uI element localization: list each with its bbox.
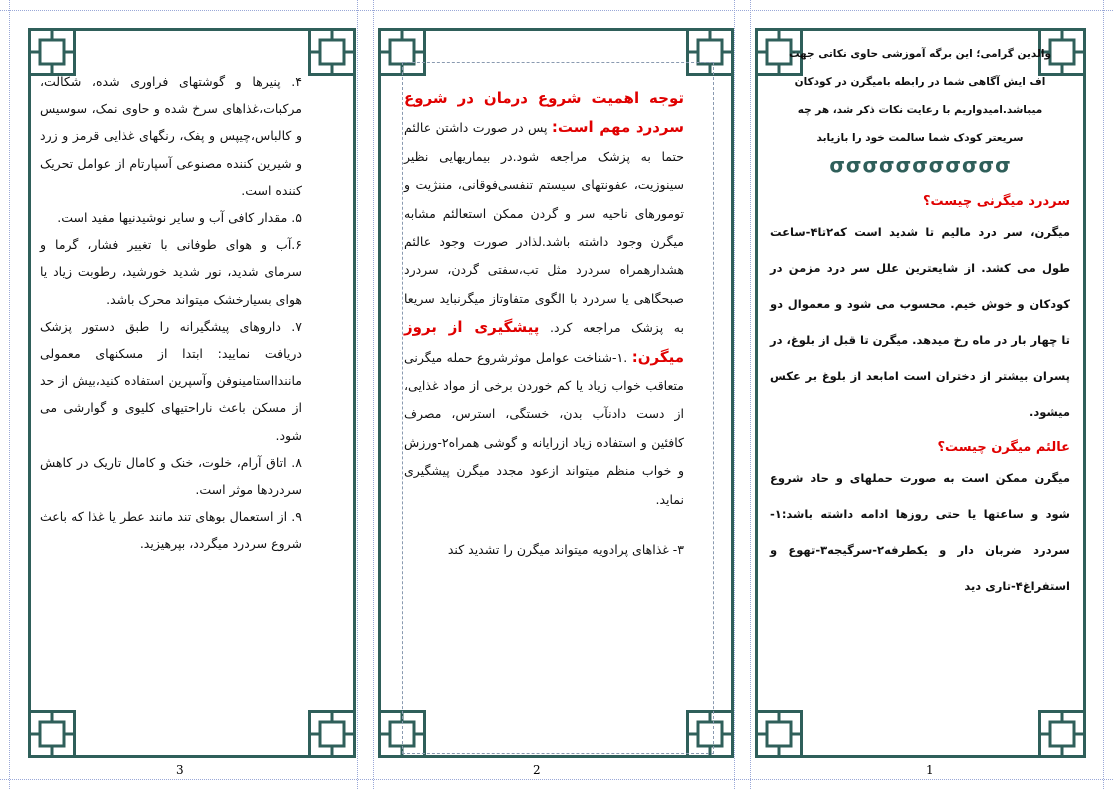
- guide-line: [0, 779, 1113, 780]
- list-item: ۶.آب و هوای طوفانی با تغییر فشار، گرما و سرمای شدید، نور شدید خورشید، رطوبت زیاد یا هوای بسیارخشک میتواند محرک باشد.: [40, 237, 302, 307]
- page-number: 3: [176, 763, 184, 777]
- guide-line: [734, 0, 735, 789]
- guide-line: [357, 0, 358, 789]
- prevention-title: پیشگیری از بروز میگرن:: [404, 318, 684, 366]
- corner-ornament: [308, 28, 356, 76]
- wave-ornament-glyph: σ: [928, 153, 945, 177]
- intro-line: سریعتر کودک شما سالمت خود را بازیابد: [816, 132, 1024, 144]
- wave-ornament-glyph: σ: [961, 153, 978, 177]
- wave-ornament: [770, 154, 1070, 176]
- wave-ornament-glyph: σ: [829, 153, 845, 177]
- panel2-title: توجه اهمیت شروع درمان در شروع سردرد مهم است:: [404, 89, 684, 137]
- panel2-text-2: .۱-شناخت عوامل موثرشروع حمله میگرنی متعاقب خواب زیاد یا کم خوردن برخی از مواد غذایی، از دست دادنآب بدن، خستگی، استرس، مصرف کافئین و استفاده زیاد ازرایانه و گوشی همراه۲-ورزش و خواب منظم میتواند ازعود مجدد میگرن پیشگیری نماید.: [404, 349, 684, 507]
- section1-title: سردرد میگرنی چیست؟: [923, 194, 1070, 209]
- page-number: 1: [926, 763, 934, 777]
- wave-ornament-glyph: σ: [879, 153, 895, 177]
- panel3-content: [40, 68, 302, 558]
- list-item: ۹. از استعمال بوهای تند مانند عطر یا غذا که باعث شروع سردرد میگردد، بپرهیزید.: [40, 509, 302, 552]
- list-item: ۴. پنیرها و گوشتهای فراوری شده، شکالت، مرکبات،غذاهای سرخ شده و حاوی نمک، سوسیس و کالباس،چیپس و پفک، رنگهای غذایی قرمز و زرد و شیرین کننده مصنوعی آسپارتام از عوامل تحریک کننده است.: [40, 74, 302, 198]
- guide-line: [373, 0, 374, 789]
- wave-ornament-glyph: σ: [845, 153, 862, 177]
- list-item: ۵. مقدار کافی آب و سایر نوشیدنیها مفید است.: [57, 210, 302, 226]
- wave-ornament-glyph: σ: [895, 153, 912, 177]
- intro-line: والدین گرامی؛ این برگه آموزشی حاوی نکاتی جهت: [788, 48, 1052, 60]
- panel2-paragraph-1: [404, 84, 684, 514]
- panel2-content: [404, 84, 684, 565]
- section2-title: عالئم میگرن چیست؟: [937, 440, 1070, 455]
- list-item: ۸. اتاق آرام، خلوت، خنک و کامال تاریک در کاهش سردردها موثر است.: [40, 454, 302, 498]
- panel2-text-3: ۳- غذاهای پرادویه میتواند میگرن را تشدید کند: [447, 542, 684, 558]
- page-number: 2: [533, 763, 541, 777]
- wave-ornament-glyph: σ: [912, 153, 928, 177]
- panel1-content: [770, 40, 1070, 604]
- wave-ornament-glyph: σ: [862, 153, 879, 177]
- list-item: ۷. داروهای پیشگیرانه را طبق دستور پزشک دریافت نمایید: ابتدا از مسکنهای معمولی مانندااستامینوفن وآسپرین استفاده کنید،بیش از حد از مسکن باعث ناراحتیهای کلیوی و گوارشی می شود.: [40, 318, 302, 443]
- wave-ornament-glyph: σ: [978, 153, 995, 177]
- section2-text: میگرن ممکن است به صورت حملهای و حاد شروع شود و ساعتها یا حتی روزها ادامه داشته باشد:۱-سردرد ضربان دار و یکطرفه۲-سرگیجه۳-تهوع و استفراغ۴-تاری دید: [770, 471, 1070, 593]
- guide-line: [0, 10, 1113, 11]
- guide-line: [1103, 0, 1104, 789]
- corner-ornament: [1038, 710, 1086, 758]
- corner-ornament: [308, 710, 356, 758]
- guide-line: [9, 0, 10, 789]
- intro-line: میباشد.امیدواریم با رعایت نکات ذکر شد، هر چه: [797, 104, 1043, 116]
- corner-ornament: [755, 710, 803, 758]
- panel2-text-1: پس در صورت داشتن عالئم حتما به پزشک مراجعه شود.در بیماریهایی نظیر سینوزیت، عفونتهای سیستم تنفسی‌فوقانی، مننژیت و تومورهای ناحیه سر و گردن ممکن استعالئم مشابه میگرن وجود داشته باشد.لذادر صورت وجود عالئم هشدارهمراه سردرد مثل تب،سفتی گردن، سردرد صبحگاهی یا سردرد با الگوی متفاوتاز میگرنباید سریعا به پزشک مراجعه کرد.: [404, 120, 684, 336]
- guide-line: [750, 0, 751, 789]
- wave-ornament-glyph: σ: [945, 153, 961, 177]
- wave-ornament-glyph: σ: [995, 153, 1011, 177]
- section1-text: میگرن، سر درد مالیم تا شدید است که۲تا۴-ساعت طول می کشد. از شایعترین علل سر درد مزمن در کودکان و خوش خیم. محسوب می شود و معموال دو تا چهار بار در ماه رخ میدهد. میگرن تا قبل از بلوغ، در پسران بیشتر از دختران است امابعد از بلوغ بر عکس میشود.: [770, 225, 1070, 419]
- intro-line: اف ایش آگاهی شما در رابطه بامیگرن در کودکان: [794, 76, 1046, 88]
- corner-ornament: [28, 710, 76, 758]
